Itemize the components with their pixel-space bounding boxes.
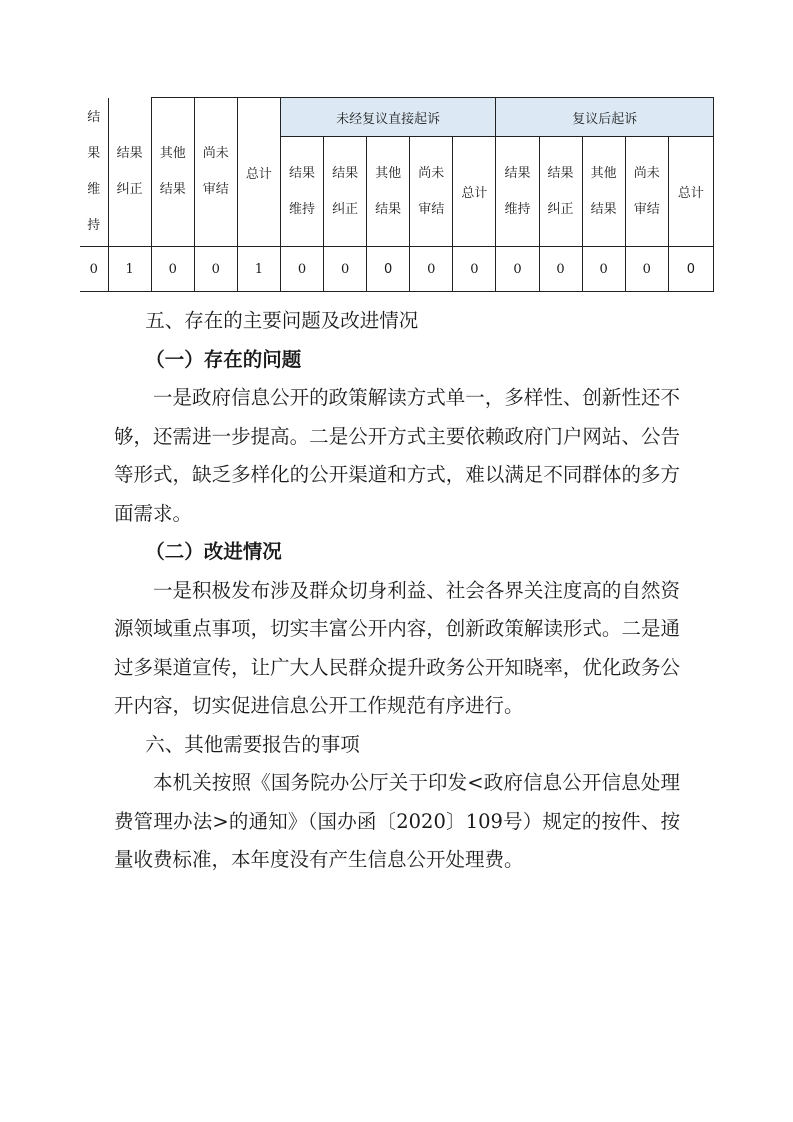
value-cell: 0	[410, 247, 453, 292]
sub-header-b2: 结果纠正	[539, 137, 582, 247]
sub-header-b5: 总计	[668, 137, 713, 247]
header-jieguo-jiuzheng: 结果纠正	[108, 98, 151, 247]
body-text	[114, 302, 680, 880]
sub-header-b1: 结果维持	[496, 137, 539, 247]
section-6-title: 六、其他需要报告的事项	[145, 732, 360, 756]
value-cell: 1	[108, 247, 151, 292]
section-6-text: 本机关按照《国务院办公厅关于印发<政府信息公开信息处理费管理办法>的通知》（国办函〔2020〕109号）规定的按件、按量收费标准，本年度没有产生信息公开处理费。	[114, 771, 680, 871]
section-5-sub2-title: （二）改进情况	[145, 540, 282, 563]
section-5-sub1-title: （一）存在的问题	[145, 347, 302, 371]
header-shangwei-shenjie: 尚未审结	[194, 98, 237, 247]
value-cell: 0	[453, 247, 496, 292]
section-5-title: 五、存在的主要问题及改进情况	[145, 309, 419, 332]
value-cell: 1	[237, 247, 280, 292]
value-cell: 0	[625, 247, 668, 292]
sub-header-a2: 结果纠正	[324, 137, 367, 247]
sub-header-a1: 结果维持	[280, 137, 323, 247]
sub-header-a3: 其他结果	[367, 137, 410, 247]
sub-header-b4: 尚未审结	[625, 137, 668, 247]
value-cell: 0	[367, 247, 410, 292]
section-5-sub2-text: 一是积极发布涉及群众切身利益、社会各界关注度高的自然资源领域重点事项，切实丰富公开内容，创新政策解读形式。二是通过多渠道宣传，让广大人民群众提升政务公开知晓率，优化政务公开内容，切实促进信息公开工作规范有序进行。	[114, 578, 680, 717]
header-qita-jieguo: 其他结果	[151, 98, 194, 247]
value-cell: 0	[280, 247, 323, 292]
header-jieguo-weichi: 结果维持	[80, 98, 108, 247]
value-cell: 0	[194, 247, 237, 292]
header-zongji: 总计	[237, 98, 280, 247]
value-cell: 0	[668, 247, 713, 292]
value-cell: 0	[80, 247, 108, 292]
value-cell: 0	[539, 247, 582, 292]
review-litigation-table	[80, 97, 714, 292]
sub-header-b3: 其他结果	[582, 137, 625, 247]
sub-header-a5: 总计	[453, 137, 496, 247]
value-cell: 0	[324, 247, 367, 292]
value-cell: 0	[496, 247, 539, 292]
sub-header-a4: 尚未审结	[410, 137, 453, 247]
group-header-direct-lawsuit: 未经复议直接起诉	[280, 98, 495, 137]
section-5-sub1-text: 一是政府信息公开的政策解读方式单一，多样性、创新性还不够，还需进一步提高。二是公开方式主要依赖政府门户网站、公告等形式，缺乏多样化的公开渠道和方式，难以满足不同群体的多方面需求。	[114, 386, 680, 525]
value-cell: 0	[582, 247, 625, 292]
group-header-after-review-lawsuit: 复议后起诉	[496, 98, 714, 137]
value-cell: 0	[151, 247, 194, 292]
